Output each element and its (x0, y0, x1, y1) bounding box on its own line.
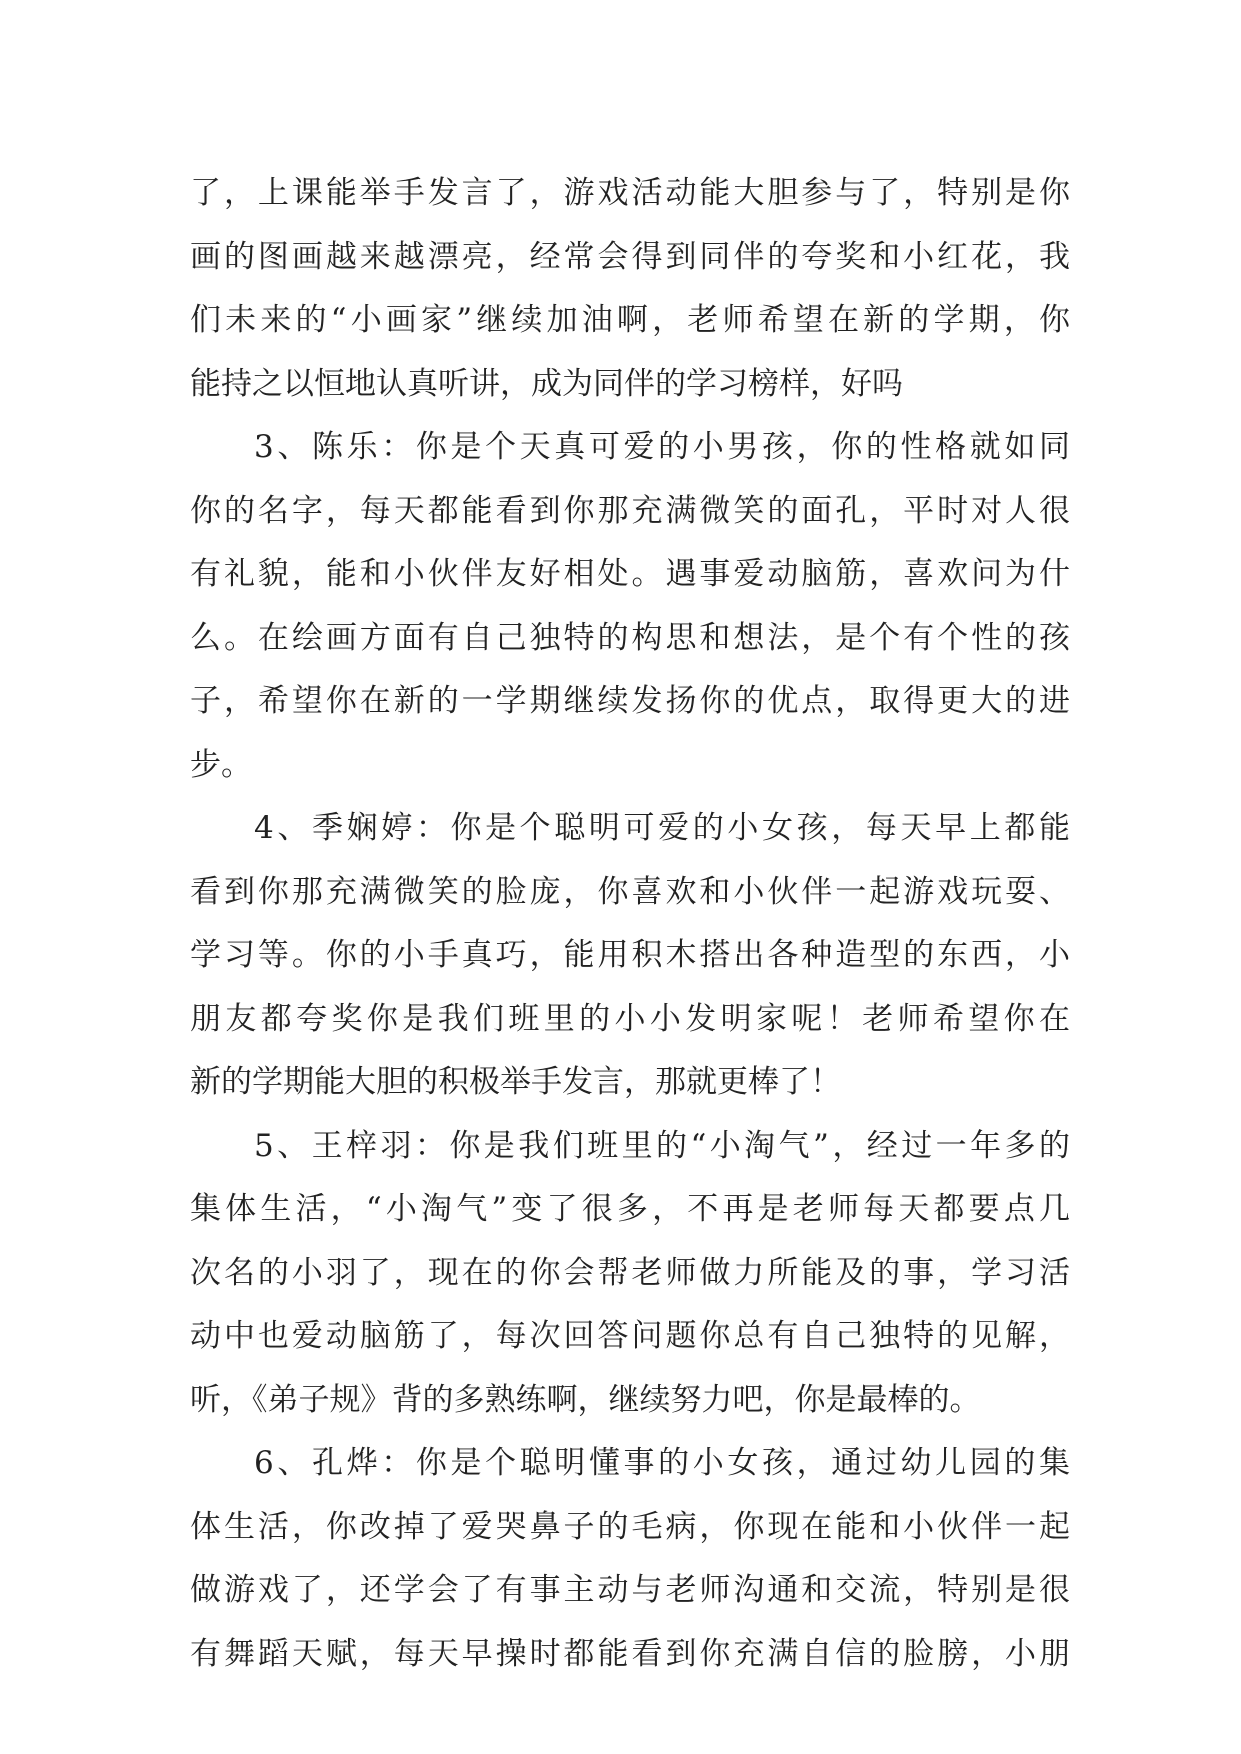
text-line: 你的名字，每天都能看到你那充满微笑的面孔，平时对人很 (190, 492, 1070, 529)
text-line: 画的图画越来越漂亮，经常会得到同伴的夸奖和小红花，我 (190, 238, 1070, 275)
text-line: 看到你那充满微笑的脸庞，你喜欢和小伙伴一起游戏玩耍、 (190, 873, 1070, 910)
paragraph-first-line: 4、季娴婷：你是个聪明可爱的小女孩，每天早上都能 (254, 810, 1070, 846)
text-line: 了，上课能举手发言了，游戏活动能大胆参与了，特别是你 (190, 175, 1070, 211)
text-line: 么。在绘画方面有自己独特的构思和想法，是个有个性的孩 (190, 619, 1070, 656)
text-line: 体生活，你改掉了爱哭鼻子的毛病，你现在能和小伙伴一起 (190, 1508, 1070, 1545)
text-line: 们未来的“小画家”继续加油啊，老师希望在新的学期，你 (190, 302, 1070, 338)
text-line: 能持之以恒地认真听讲，成为同伴的学习榜样，好吗 (190, 365, 903, 402)
text-line: 步。 (190, 746, 252, 783)
text-line: 新的学期能大胆的积极举手发言，那就更棒了！ (190, 1064, 841, 1100)
text-line: 有舞蹈天赋，每天早操时都能看到你充满自信的脸膀，小朋 (190, 1635, 1070, 1672)
text-line: 有礼貌，能和小伙伴友好相处。遇事爱动脑筋，喜欢问为什 (190, 556, 1070, 592)
paragraph-first-line: 5、王梓羽：你是我们班里的“小淘气”，经过一年多的 (254, 1127, 1070, 1164)
text-line: 听，《弟子规》背的多熟练啊，继续努力吧，你是最棒的。 (190, 1381, 981, 1418)
text-line: 学习等。你的小手真巧，能用积木搭出各种造型的东西，小 (190, 937, 1070, 973)
paragraph-first-line: 3、陈乐：你是个天真可爱的小男孩，你的性格就如同 (254, 429, 1070, 465)
text-line: 集体生活，“小淘气”变了很多，不再是老师每天都要点几 (190, 1191, 1070, 1227)
text-line: 动中也爱动脑筋了，每次回答问题你总有自己独特的见解， (190, 1318, 1070, 1354)
text-line: 做游戏了，还学会了有事主动与老师沟通和交流，特别是很 (190, 1572, 1070, 1608)
text-line: 子，希望你在新的一学期继续发扬你的优点，取得更大的进 (190, 683, 1070, 719)
text-line: 次名的小羽了，现在的你会帮老师做力所能及的事，学习活 (190, 1254, 1070, 1291)
paragraph-first-line: 6、孔烨：你是个聪明懂事的小女孩，通过幼儿园的集 (254, 1445, 1070, 1481)
text-line: 朋友都夸奖你是我们班里的小小发明家呢！老师希望你在 (190, 1000, 1070, 1037)
document-body (190, 162, 1070, 1686)
